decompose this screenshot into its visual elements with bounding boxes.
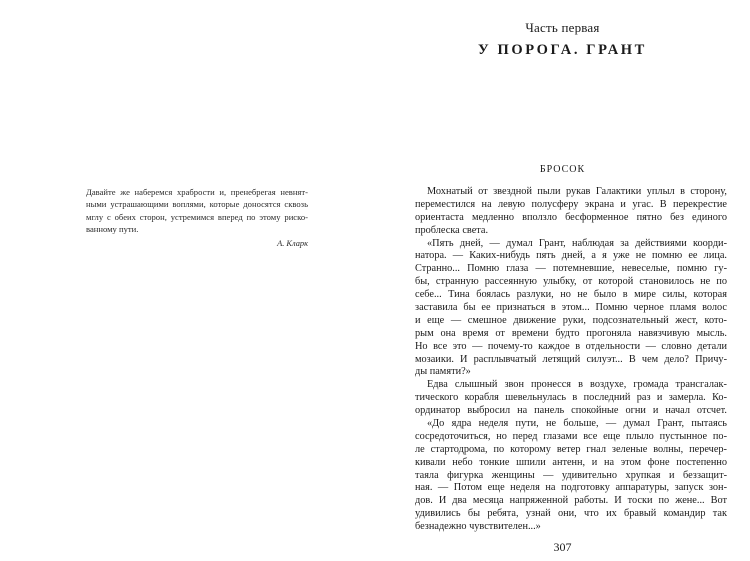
body-line: и еще — смешное движение руки, подсознательный жест, кото-	[415, 314, 727, 326]
body-line: мозаики. И расплывчатый летящий силуэт... В чем дело? Причу-	[415, 353, 727, 365]
body-line: Но все это — почему-то каждое в отдельности — словно детали	[415, 340, 727, 352]
body-line: ориентаста медленно вползло бесформенное пятно без единого	[415, 211, 727, 223]
body-line: проблеска света.	[415, 224, 489, 236]
epigraph-line: ванному пути.	[86, 224, 139, 235]
body-line: кивали небо тонкие шпили антенн, и на этом фоне постепенно	[415, 456, 727, 468]
body-line: ординатор выбросил на панель спокойные огни и начал отсчет.	[415, 405, 727, 417]
body-line: переместился на левую полусферу экрана и угас. В перекрестие	[415, 198, 727, 210]
epigraph-line: Давайте же наберемся храбрости и, пренебрегая невнят-	[86, 187, 308, 197]
body-line: безнадежно чувствителен...»	[415, 521, 541, 533]
page-number: 307	[553, 540, 572, 554]
body-line: дов. И два месяца напряженной работы. И тоски по жене... Вот	[415, 495, 727, 507]
epigraph-author: А. Кларк	[277, 238, 308, 248]
right-page	[375, 0, 750, 561]
body-line: сосредоточиться, но перед глазами все еще плыло пустынное по-	[415, 430, 727, 442]
body-line: таяла фигурка женщины — удивительно хрупкая и беззащит-	[415, 469, 727, 481]
epigraph-line: мглу с обеих сторон, устремимся вперед по этому риско-	[86, 211, 308, 222]
body-line: натора. — Каких-нибудь пять дней, а я уже не помню ее лица.	[415, 250, 727, 262]
body-line: Мохнатый от звездной пыли рукав Галактики уплыл в сторону,	[427, 186, 727, 197]
body-line: ная. — Потом еще неделя на подготовку аппаратуры, запуск зон-	[415, 482, 727, 494]
body-line: Едва слышный звон пронесся в воздухе, громада трансгалак-	[427, 379, 727, 391]
body-line: «До ядра неделя пути, не больше, — думал Грант, пытаясь	[427, 418, 727, 430]
section-title: БРОСОК	[539, 164, 586, 175]
body-line: ды памяти?»	[415, 366, 471, 378]
part-title: У ПОРОГА. ГРАНТ	[478, 42, 647, 58]
body-line: себе... Тина боялась разлуки, но не было в мире силы, которая	[415, 289, 727, 301]
body-line: заставила бы ее признаться в этом... Помню черное пламя волос	[415, 302, 727, 314]
body-line: ле стартодрома, по которому ветер гнал зеленые волны, перечер-	[415, 443, 727, 455]
body-line: удивились бы ребята, узнай они, что их бравый командир так	[415, 508, 727, 520]
body-line: «Пять дней, — думал Грант, наблюдая за действиями коорди-	[427, 237, 727, 249]
part-label: Часть первая	[525, 20, 600, 35]
body-line: Странно... Помню глаза — потемневшие, невеселые, помню гу-	[415, 263, 727, 275]
body-line: тического корабля шевельнулась в последний раз и замерла. Ко-	[415, 392, 727, 404]
body-line: рым она время от времени будто прогоняла навязчивую мысль.	[415, 327, 727, 339]
body-line: бы, странную рассеянную улыбку, от которой становилось не по	[415, 276, 727, 288]
epigraph	[86, 186, 308, 250]
epigraph-line: ными устрашающими воплями, которые доносятся сквозь	[86, 199, 308, 210]
body-text	[415, 186, 727, 534]
